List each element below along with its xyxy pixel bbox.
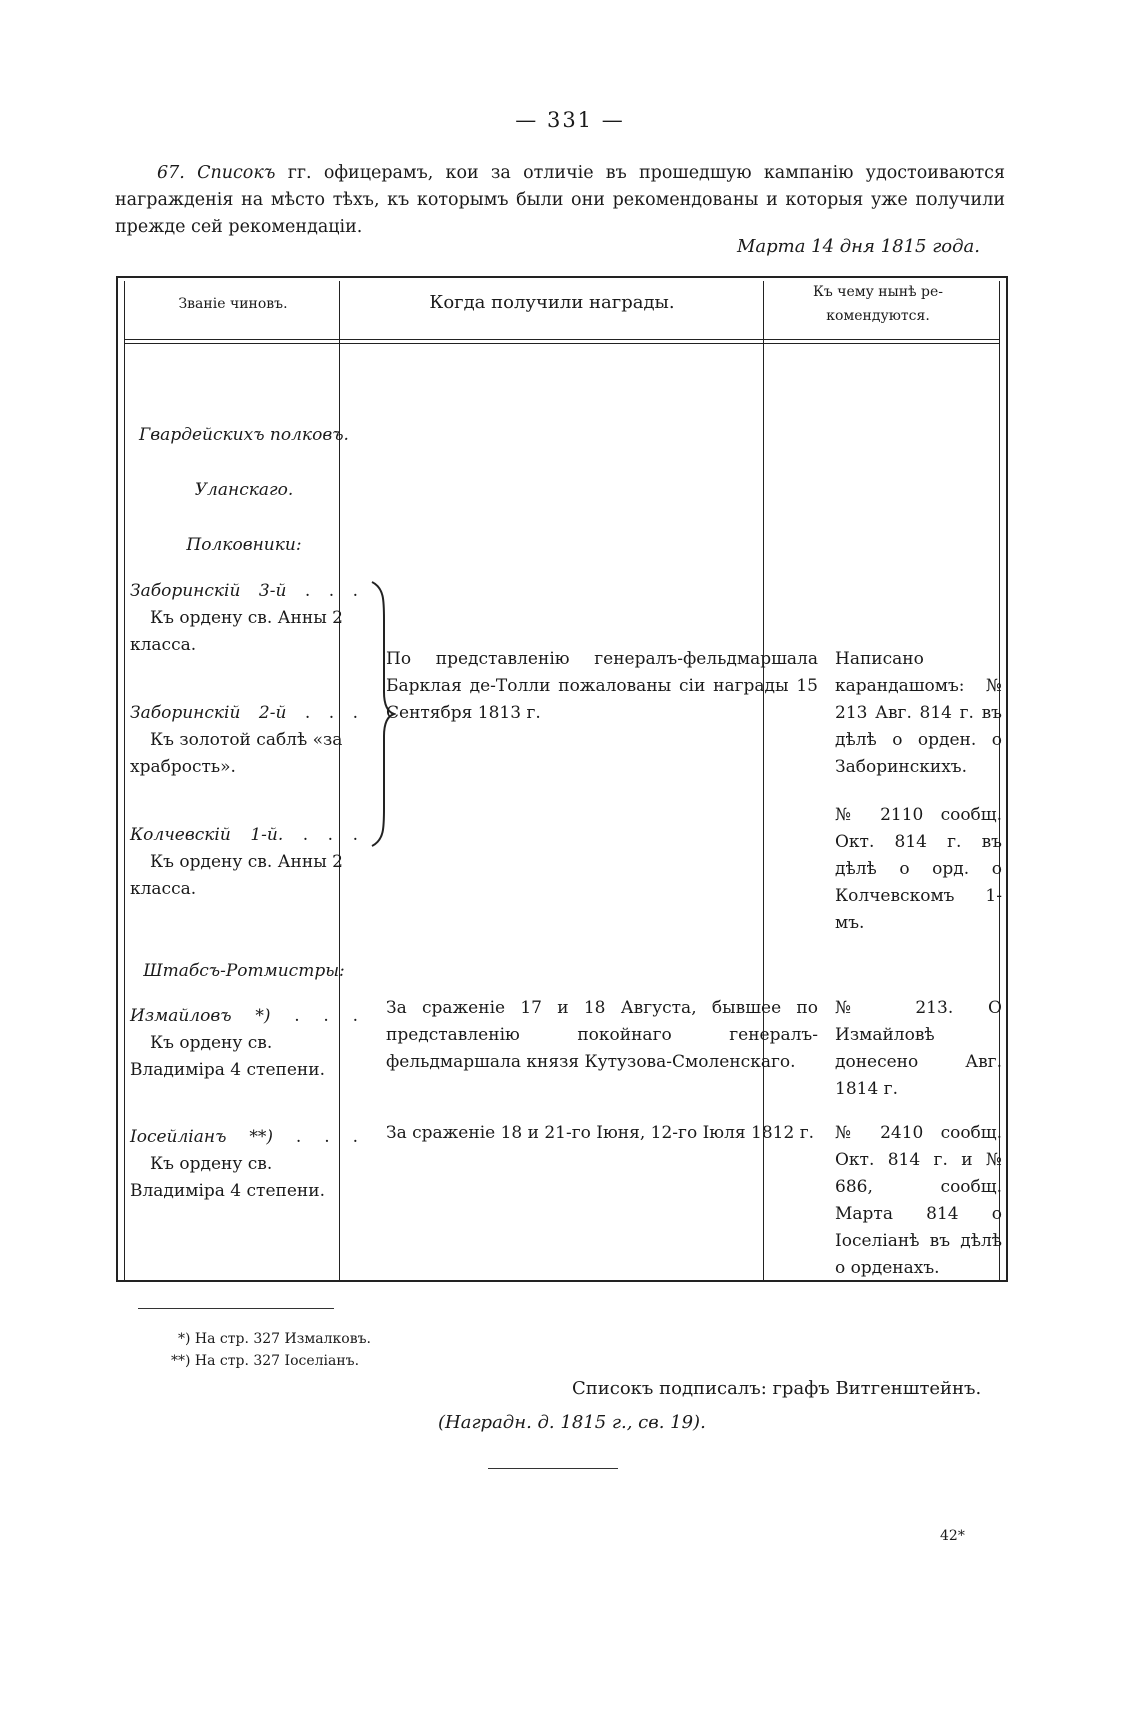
header-recommended: Къ чему нынѣ ре-комендуются.: [813, 284, 943, 324]
officer-name: Іосейліанъ **): [130, 1127, 273, 1147]
when-1: По представленію генералъ-фельдмаршала Барклая де-Толли пожалованы сіи награды 15 Сентября 1813 г.: [386, 649, 818, 723]
leader-dots: . . .: [304, 703, 359, 723]
header-rank: Званіе чиновъ.: [178, 296, 288, 312]
officer-award: Къ золотой саблѣ «за храбрость».: [130, 730, 343, 777]
note-4: № 2410 сообщ. Окт. 814 г. и № 686, сообщ. Марта 814 о Іоселіанѣ въ дѣлѣ о орденахъ.: [835, 1123, 1002, 1278]
when-2: За сраженіе 17 и 18 Августа, бывшее по представленію покойнаго генералъ-фельдмаршала князя Кутузова-Смоленскаго.: [386, 998, 818, 1072]
group-regiment: Уланскаго.: [194, 480, 294, 500]
doc-title: Списокъ: [197, 163, 276, 183]
page-number: — 331 —: [515, 108, 625, 132]
officer-name: Заборинскій 3-й: [130, 581, 287, 601]
document-date: Марта 14 дня 1815 года.: [736, 236, 980, 257]
header-when: Когда получили награды.: [429, 292, 675, 313]
note-1: Написано карандашомъ: № 213 Авг. 814 г. въ дѣлѣ о орден. о Заборинскихъ.: [835, 649, 1002, 777]
officer-award: Къ ордену св. Владиміра 4 степени.: [130, 1154, 325, 1201]
footnote-divider: [138, 1308, 334, 1309]
header-rule: [125, 339, 999, 340]
officer-row: [130, 578, 358, 659]
doc-number: 67.: [157, 163, 185, 183]
leader-dots: . . .: [304, 581, 359, 601]
officer-award: Къ ордену св. Анны 2 класса.: [130, 852, 343, 899]
signed-by: Списокъ подписалъ: графъ Витгенштейнъ.: [572, 1378, 982, 1399]
leader-dots: . . .: [294, 1006, 358, 1026]
leader-dots: . . .: [302, 825, 358, 845]
group-guard: Гвардейскихъ полковъ.: [139, 425, 349, 445]
leader-dots: . . .: [295, 1127, 358, 1147]
intro-paragraph: [115, 160, 1005, 241]
group-captains: Штабсъ-Ротмистры:: [143, 961, 345, 981]
officer-name: Колчевскій 1-й.: [130, 825, 284, 845]
officer-row: [130, 822, 358, 903]
end-divider: [488, 1468, 618, 1469]
header-rule: [125, 343, 999, 344]
officer-name: Измайловъ *): [130, 1006, 271, 1026]
officer-row: [130, 1003, 358, 1084]
group-colonels: Полковники:: [186, 535, 302, 555]
note-3: № 213. О Измайловѣ донесено Авг. 1814 г.: [835, 998, 1002, 1099]
footnote-2: **) На стр. 327 Іоселіанъ.: [171, 1353, 360, 1369]
archive-source: (Наградн. д. 1815 г., св. 19).: [438, 1412, 706, 1433]
note-2: № 2110 сообщ. Окт. 814 г. въ дѣлѣ о орд. о Колчевскомъ 1-мъ.: [835, 805, 1002, 933]
signature-mark: 42*: [940, 1528, 965, 1544]
officer-row: [130, 700, 358, 781]
officer-award: Къ ордену св. Владиміра 4 степени.: [130, 1033, 325, 1080]
when-3: За сраженіе 18 и 21-го Іюня, 12-го Іюля 1812 г.: [386, 1123, 815, 1143]
intro-text: гг. офицерамъ, кои за отличіе въ прошедшую кампанію удостоиваются награжденія на мѣсто тѣхъ, къ которымъ были они рекомендованы и которыя уже получили прежде сей рекомендаціи.: [115, 163, 1005, 237]
officer-award: Къ ордену св. Анны 2 класса.: [130, 608, 343, 655]
officer-name: Заборинскій 2-й: [130, 703, 287, 723]
footnote-1: *) На стр. 327 Измалковъ.: [178, 1331, 371, 1347]
officer-row: [130, 1124, 358, 1205]
